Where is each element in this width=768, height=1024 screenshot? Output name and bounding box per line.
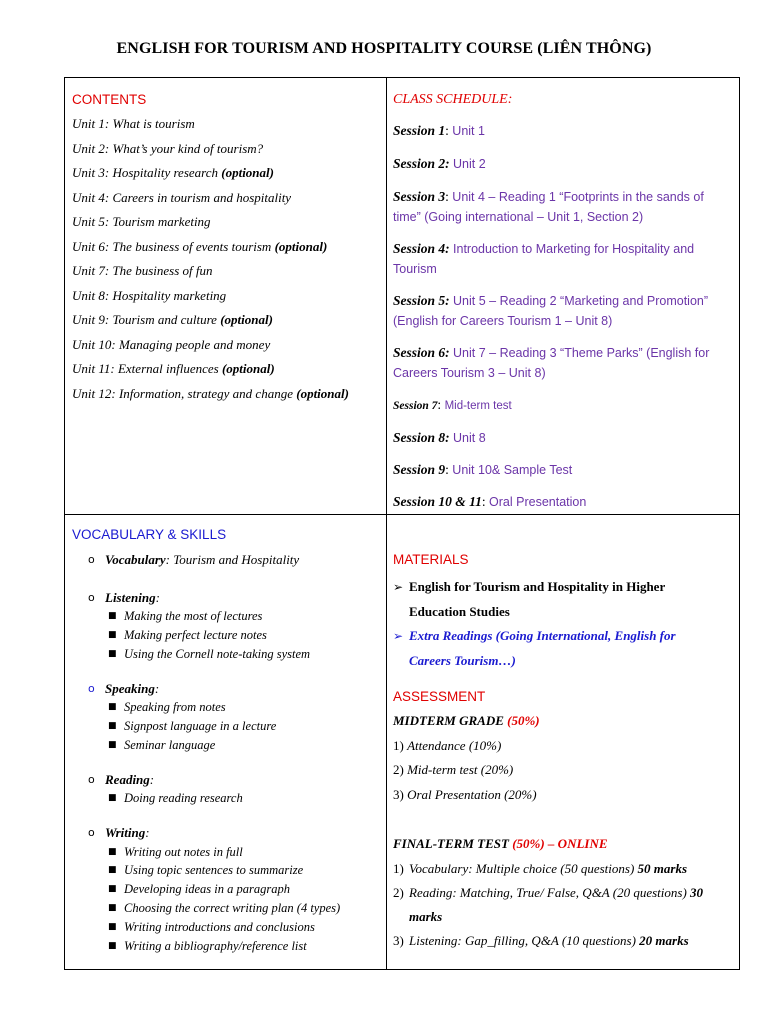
material-title-cont: Careers Tourism…): [409, 652, 516, 668]
session-item: [393, 121, 733, 141]
table-divider-horizontal: [64, 514, 740, 515]
midterm-percent: (50%): [507, 713, 540, 728]
square-bullet-icon: ■: [108, 611, 117, 622]
square-bullet-icon: ■: [108, 739, 117, 750]
item-text: Mid-term test (20%): [407, 762, 514, 777]
session-label: Session 5:: [393, 293, 450, 308]
item-number: 3): [393, 933, 404, 949]
session-list: [393, 121, 733, 512]
skill-subitem-text: Speaking from notes: [124, 700, 226, 715]
unit-title: Unit 5: Tourism marketing: [72, 214, 211, 229]
midterm-list: [393, 734, 733, 808]
skill-subitem: [72, 937, 378, 956]
session-text: Introduction to Marketing for Hospitality and Tourism: [393, 242, 695, 276]
material-title: Extra Readings (Going International, English for: [409, 628, 676, 643]
session-separator: :: [437, 397, 445, 412]
arrow-bullet-icon: ➢: [393, 580, 404, 594]
skill-subitem: [72, 899, 378, 918]
unit-item: [72, 359, 378, 384]
circle-bullet-icon: o: [88, 825, 95, 839]
skill-subitem-text: Writing a bibliography/reference list: [124, 938, 307, 953]
circle-bullet-icon: o: [88, 681, 95, 695]
optional-tag: (optional): [220, 312, 273, 327]
materials-heading: MATERIALS: [393, 552, 469, 567]
session-separator: :: [481, 494, 490, 509]
unit-title: Unit 7: The business of fun: [72, 263, 213, 278]
unit-item: [72, 261, 378, 286]
item-marks: 30 marks: [409, 884, 704, 925]
session-item: [393, 395, 733, 416]
square-bullet-icon: ■: [108, 720, 117, 731]
square-bullet-icon: ■: [108, 921, 117, 932]
square-bullet-icon: ■: [108, 702, 117, 713]
skill-detail: :: [145, 824, 150, 840]
square-bullet-icon: ■: [108, 793, 117, 804]
midterm-item: [393, 758, 733, 783]
unit-title: Unit 2: What’s your kind of tourism?: [72, 140, 264, 156]
skill-group: [72, 771, 378, 790]
item-text: Reading: Matching, True/ False, Q&A (20 questions): [409, 884, 691, 900]
session-text: Unit 7 – Reading 3 “Theme Parks” (English for Careers Tourism 3 – Unit 8): [393, 346, 710, 380]
material-item: [393, 575, 733, 600]
skill-subitem: [72, 736, 378, 755]
session-text: Unit 8: [453, 431, 486, 445]
skill-detail: :: [155, 589, 160, 605]
material-item-cont: [393, 600, 733, 625]
unit-title: Unit 12: Information, strategy and change: [72, 385, 297, 401]
skill-subitem: [72, 698, 378, 717]
material-title-cont: Education Studies: [409, 603, 510, 619]
session-label: Session 2:: [393, 156, 450, 171]
item-text: Vocabulary: Multiple choice (50 questions): [409, 860, 638, 876]
session-text: Unit 1: [452, 124, 485, 138]
unit-item: [72, 310, 378, 335]
skill-subitem: [72, 843, 378, 862]
contents-heading: CONTENTS: [72, 92, 147, 107]
unit-item: [72, 188, 378, 213]
skill-subitem: [72, 918, 378, 937]
skills-heading: VOCABULARY & SKILLS: [72, 527, 227, 542]
final-item: [393, 857, 733, 881]
materials-cell: [393, 550, 733, 954]
unit-title: Unit 10: Managing people and money: [72, 336, 271, 352]
session-text: Unit 2: [453, 157, 486, 171]
session-separator: :: [445, 462, 453, 477]
skill-group: [72, 551, 378, 570]
session-text: Mid-term test: [444, 400, 512, 412]
unit-title: Unit 3: Hospitality research: [72, 165, 222, 180]
optional-tag: (optional): [221, 165, 274, 180]
unit-title: Unit 1: What is tourism: [72, 116, 195, 131]
skill-subitem: [72, 607, 378, 626]
unit-item: [72, 139, 378, 164]
session-item: [393, 492, 733, 512]
skill-subitem-text: Writing out notes in full: [124, 844, 243, 859]
final-list: [393, 857, 733, 954]
item-text: Listening: Gap_filling, Q&A (10 questions): [409, 933, 640, 949]
item-number: 2): [393, 884, 404, 900]
session-label: Session 10 & 11: [393, 494, 482, 509]
skill-subitem-text: Seminar language: [124, 737, 216, 752]
skill-subitem-text: Making perfect lecture notes: [124, 627, 267, 642]
session-text: Unit 10& Sample Test: [452, 463, 573, 477]
skill-title: Listening: [105, 589, 156, 605]
skill-subitem-text: Signpost language in a lecture: [124, 718, 277, 733]
item-number: 1): [393, 737, 408, 753]
session-label: Session 7: [393, 400, 438, 412]
unit-title: Unit 11: External influences: [72, 361, 222, 376]
session-text: Oral Presentation: [489, 495, 587, 509]
skill-title: Speaking: [105, 680, 155, 696]
skill-subitem-text: Choosing the correct writing plan (4 types): [124, 900, 341, 915]
unit-item: [72, 286, 378, 311]
unit-item: [72, 163, 378, 188]
midterm-item: [393, 734, 733, 759]
square-bullet-icon: ■: [108, 884, 117, 895]
final-heading: [393, 832, 733, 857]
skill-subitem: [72, 717, 378, 736]
midterm-heading: [393, 709, 733, 734]
skill-title: Vocabulary: [105, 552, 166, 567]
unit-item: [72, 237, 378, 262]
square-bullet-icon: ■: [108, 629, 117, 640]
session-label: Session 4:: [393, 241, 450, 256]
optional-tag: (optional): [221, 361, 275, 376]
skill-subitem: [72, 880, 378, 899]
table-divider-vertical: [386, 77, 387, 970]
session-item: [393, 239, 733, 279]
skill-subitem: [72, 789, 378, 808]
item-number: 1): [393, 860, 404, 876]
skill-group: [72, 824, 378, 843]
schedule-cell: [393, 90, 733, 512]
skill-detail: :: [149, 771, 155, 787]
session-item: [393, 428, 733, 448]
skill-group: [72, 680, 378, 699]
item-text: Oral Presentation (20%): [407, 786, 537, 802]
assessment-heading: ASSESSMENT: [393, 689, 486, 704]
session-label: Session 6:: [393, 345, 450, 360]
schedule-heading: CLASS SCHEDULE:: [393, 92, 513, 107]
skill-group: [72, 589, 378, 608]
skill-subitem-text: Doing reading research: [124, 791, 243, 806]
skill-title: Writing: [105, 824, 146, 840]
arrow-bullet-icon: ➢: [393, 629, 404, 643]
skill-subitem-text: Using the Cornell note-taking system: [124, 646, 311, 661]
unit-item: [72, 212, 378, 237]
square-bullet-icon: ■: [108, 902, 117, 913]
circle-bullet-icon: o: [88, 590, 95, 604]
session-label: Session 8:: [393, 430, 450, 445]
optional-tag: (optional): [296, 385, 349, 401]
item-number: 2): [393, 762, 408, 777]
skill-detail: :: [154, 680, 160, 696]
skill-detail: : Tourism and Hospitality: [165, 552, 300, 567]
material-item: [393, 624, 733, 649]
skill-subitem-text: Making the most of lectures: [124, 609, 263, 624]
square-bullet-icon: ■: [108, 846, 117, 857]
session-item: [393, 154, 733, 174]
square-bullet-icon: ■: [108, 865, 117, 876]
skill-title: Reading: [105, 771, 150, 787]
session-item: [393, 291, 733, 331]
unit-title: Unit 6: The business of events tourism: [72, 238, 275, 254]
midterm-label: MIDTERM GRADE: [393, 713, 508, 728]
optional-tag: (optional): [274, 238, 328, 254]
final-percent: (50%) – ONLINE: [512, 836, 608, 851]
unit-title: Unit 9: Tourism and culture: [72, 312, 221, 327]
session-item: [393, 460, 733, 480]
skill-subitem-text: Writing introductions and conclusions: [124, 919, 315, 934]
session-label: Session 1: [393, 123, 446, 138]
skill-subitem-text: Using topic sentences to summarize: [124, 863, 304, 878]
item-number: 3): [393, 786, 408, 802]
skills-cell: [72, 525, 378, 955]
square-bullet-icon: ■: [108, 940, 117, 951]
unit-item: [72, 384, 378, 409]
material-item-cont: [393, 649, 733, 674]
material-title: English for Tourism and Hospitality in Higher: [409, 579, 666, 594]
circle-bullet-icon: o: [88, 772, 95, 786]
session-text: Unit 5 – Reading 2 “Marketing and Promotion” (English for Careers Tourism 1 – Unit 8): [393, 294, 709, 328]
skill-subitem: [72, 645, 378, 664]
unit-item: [72, 335, 378, 360]
unit-list: [72, 114, 378, 408]
item-marks: 50 marks: [637, 860, 688, 876]
session-separator: :: [445, 123, 453, 138]
document-title: ENGLISH FOR TOURISM AND HOSPITALITY COURSE (LIÊN THÔNG): [116, 40, 652, 57]
session-text: Unit 4 – Reading 1 “Footprints in the sands of time” (Going international – Unit 1, Section 2): [393, 190, 704, 224]
skill-subitem: [72, 626, 378, 645]
item-text: Attendance (10%): [407, 737, 502, 753]
skill-subitem: [72, 861, 378, 880]
midterm-item: [393, 783, 733, 808]
session-label: Session 9: [393, 462, 446, 477]
session-separator: :: [445, 189, 453, 204]
item-marks: 20 marks: [639, 933, 689, 949]
skill-subitem-text: Developing ideas in a paragraph: [124, 882, 290, 897]
final-item: [393, 881, 733, 930]
skill-groups: [72, 551, 378, 955]
session-item: [393, 187, 733, 227]
unit-title: Unit 8: Hospitality marketing: [72, 287, 227, 303]
session-item: [393, 343, 733, 383]
square-bullet-icon: ■: [108, 648, 117, 659]
final-item: [393, 929, 733, 953]
final-label: FINAL-TERM TEST: [393, 836, 513, 851]
session-label: Session 3: [393, 189, 446, 204]
circle-bullet-icon: o: [88, 553, 95, 566]
unit-title: Unit 4: Careers in tourism and hospitality: [72, 189, 292, 205]
contents-cell: [72, 90, 378, 408]
unit-item: [72, 114, 378, 139]
